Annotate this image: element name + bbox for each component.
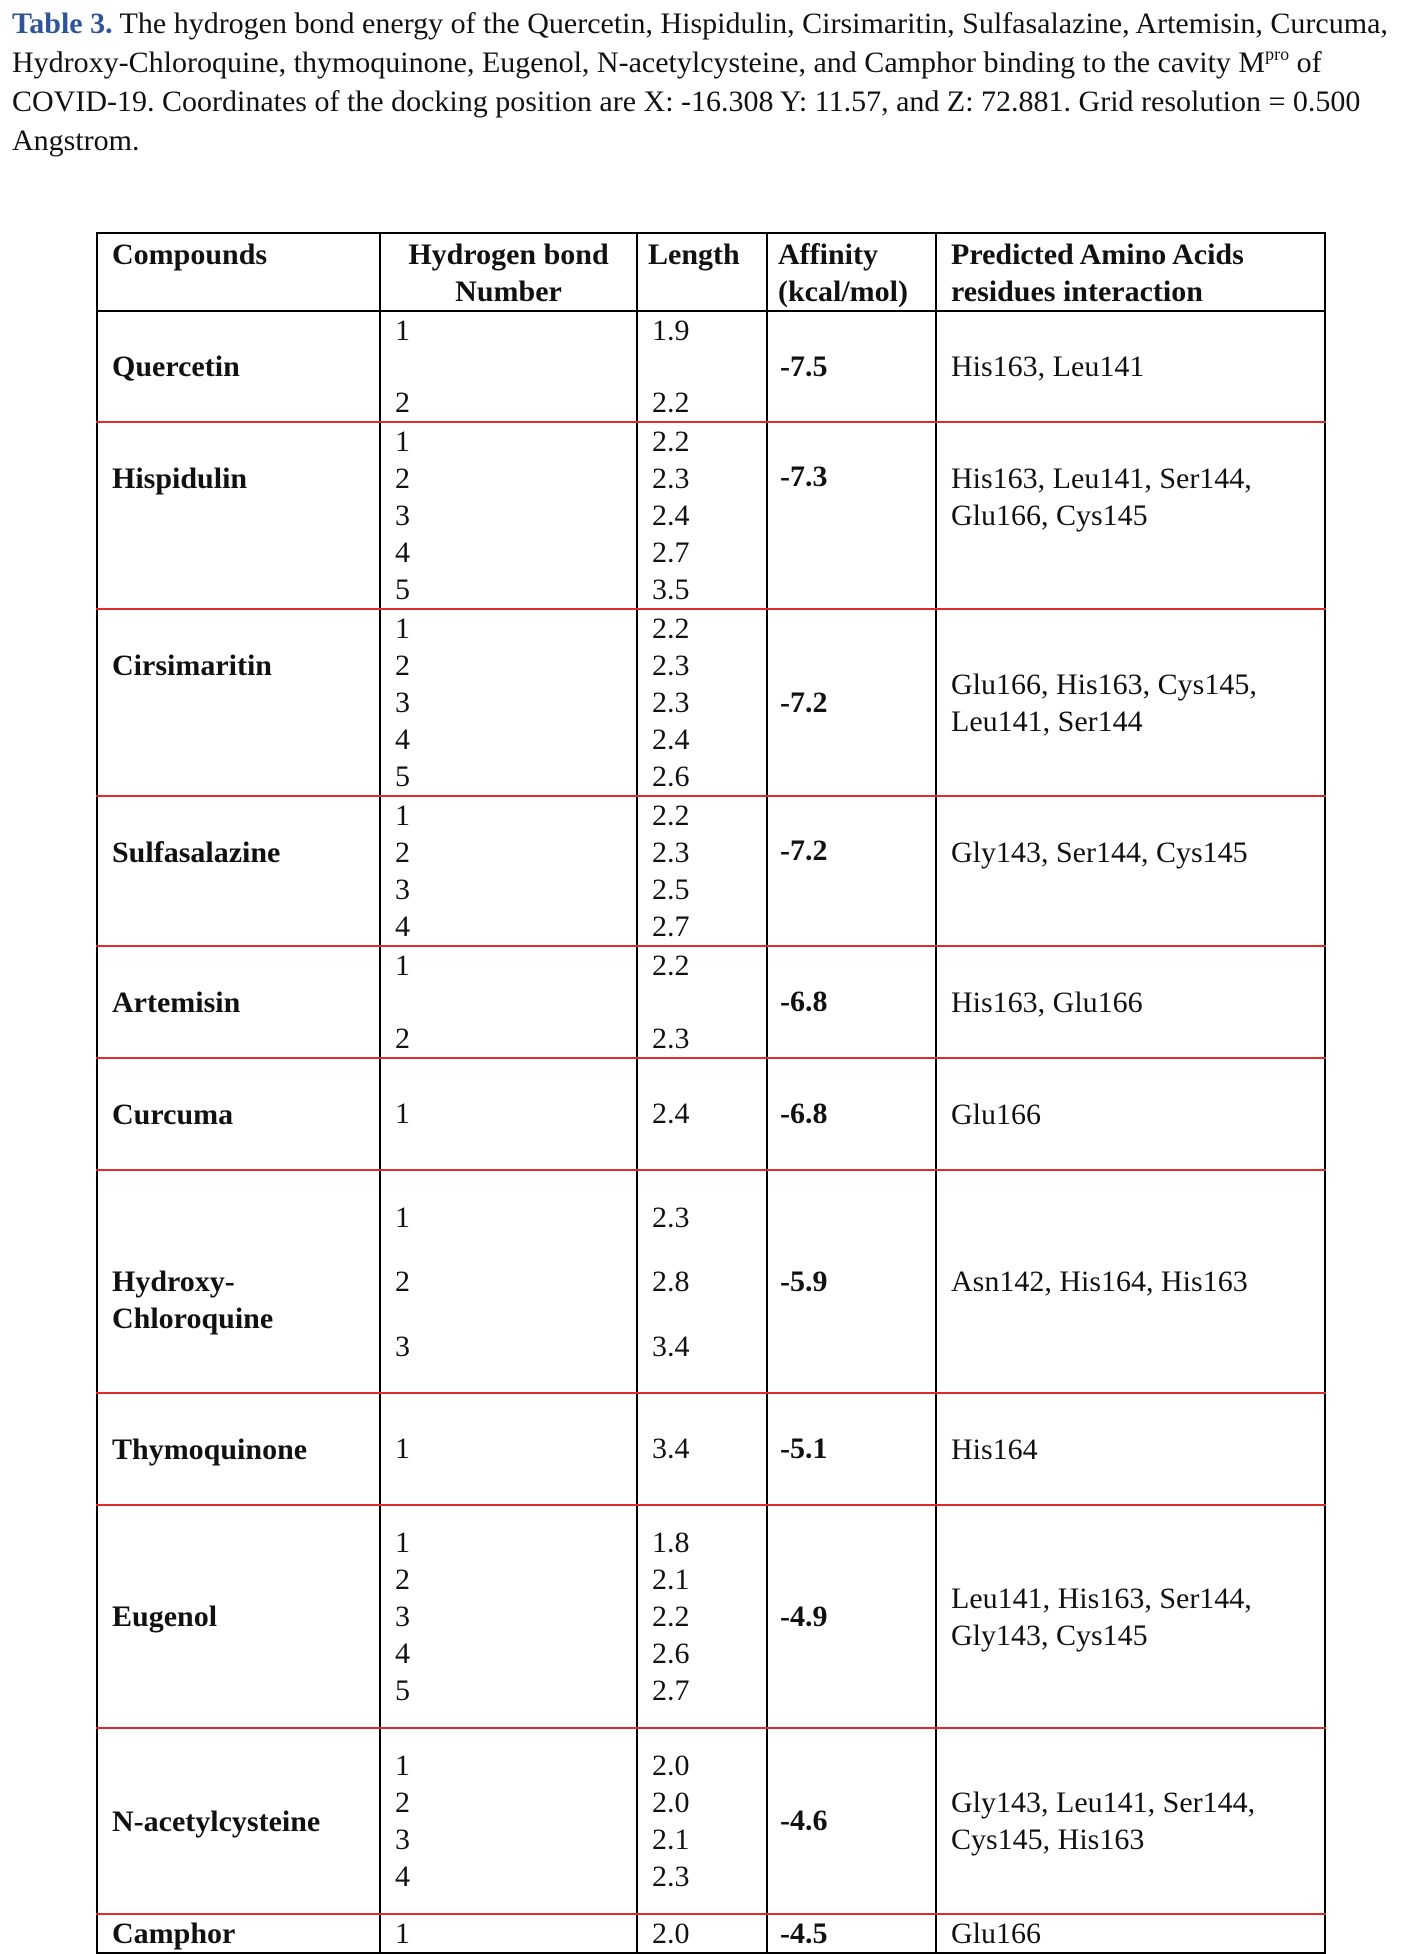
bond-length: 2.7 [652,1674,690,1707]
table-row [97,1170,1325,1393]
bond-length: 2.3 [652,1860,690,1893]
table-row [97,1914,1325,1953]
table-row [97,1505,1325,1728]
hbond-number: 3 [395,1329,410,1363]
bond-length: 2.6 [652,1637,690,1670]
bond-length: 2.2 [652,949,690,982]
compound-cell: Camphor [97,1914,380,1953]
hbond-number-cell [380,609,637,796]
table-row [97,1393,1325,1505]
docking-table [96,232,1326,1954]
hbond-number: 2 [395,1265,410,1298]
table-caption [12,4,1402,160]
affinity-cell: -4.9 [767,1505,936,1728]
hbond-number: 4 [395,910,410,943]
hbond-number: 2 [395,1022,410,1055]
table-row [97,311,1325,422]
residues-cell: Glu166 [936,1058,1325,1170]
bond-length: 1.8 [652,1526,690,1559]
table-label: Table 3. [12,7,113,40]
length-cell: 3.4 [637,1393,767,1505]
bond-length: 2.2 [652,425,690,458]
affinity-cell: -5.9 [767,1170,936,1393]
hbond-number: 4 [395,1637,410,1670]
hbond-number: 3 [395,686,410,719]
hbond-number: 3 [395,873,410,906]
bond-length: 2.0 [652,1786,690,1819]
residues-cell: His163, Glu166 [936,946,1325,1058]
hbond-number: 1 [395,1526,410,1559]
hbond-number: 4 [395,1860,410,1893]
table-row [97,609,1325,796]
header-compounds: Compounds [97,233,380,311]
residues-cell: Glu166 [936,1914,1325,1953]
hbond-number: 4 [395,536,410,569]
bond-length: 2.3 [652,462,690,495]
bond-length: 2.2 [652,1600,690,1633]
hbond-number-cell [380,946,637,1058]
hbond-number-cell: 1 [380,1058,637,1170]
bond-length: 2.2 [652,386,690,419]
bond-length: 2.1 [652,1823,690,1856]
compound-cell [97,796,380,946]
residues-cell: Glu166, His163, Cys145, Leu141, Ser144 [936,609,1325,796]
affinity-cell [767,796,936,946]
residues-cell [936,422,1325,609]
residues-cell: His164 [936,1393,1325,1505]
compound-name-line2: Chloroquine [112,1301,274,1335]
caption-text: The hydrogen bond energy of the Quercetin, Hispidulin, Cirsimaritin, Sulfasalazine, Artemisin, Curcuma, Hydroxy-Chloroquine, thymoquinone, Eugenol, N-acetylcysteine, and Camphor binding to the cavity M [12,7,1388,79]
bond-length: 1.9 [652,314,690,347]
bond-length: 2.4 [652,723,690,756]
affinity-cell: -6.8 [767,1058,936,1170]
compound-cell [97,422,380,609]
hbond-number: 1 [395,425,410,458]
hbond-number: 3 [395,499,410,532]
hbond-number-cell [380,1505,637,1728]
length-cell: 2.4 [637,1058,767,1170]
residues-cell: Leu141, His163, Ser144, Gly143, Cys145 [936,1505,1325,1728]
length-cell [637,946,767,1058]
compound-name: Cirsimaritin [112,649,272,682]
table-row [97,796,1325,946]
hbond-number-cell: 1 [380,1914,637,1953]
header-residues: Predicted Amino Acids residues interaction [936,233,1325,311]
hbond-number: 5 [395,1674,410,1707]
hbond-number: 2 [395,1786,410,1819]
bond-length: 3.5 [652,573,690,606]
bond-length: 2.4 [652,499,690,532]
table-row [97,946,1325,1058]
compound-cell: Thymoquinone [97,1393,380,1505]
hbond-number: 2 [395,649,410,682]
table-row [97,422,1325,609]
compound-name: Hispidulin [112,462,248,495]
bond-length: 2.2 [652,799,690,832]
hbond-number: 5 [395,760,410,793]
hbond-number: 1 [395,1200,410,1234]
hbond-number: 2 [395,386,410,419]
affinity-cell: -5.1 [767,1393,936,1505]
affinity-cell: -7.5 [767,311,936,422]
length-cell [637,1170,767,1393]
residues-cell [936,796,1325,946]
affinity-cell: -7.2 [767,609,936,796]
bond-length: 3.4 [652,1329,690,1363]
bond-length: 2.3 [652,1200,690,1234]
hbond-number: 1 [395,799,410,832]
bond-length: 2.2 [652,612,690,645]
header-affinity: Affinity (kcal/mol) [767,233,936,311]
compound-cell: Curcuma [97,1058,380,1170]
length-cell: 2.0 [637,1914,767,1953]
hbond-number: 2 [395,1563,410,1596]
hbond-number-cell [380,1170,637,1393]
compound-name-line1: Hydroxy- [112,1264,235,1298]
affinity-cell: -4.5 [767,1914,936,1953]
compound-cell: Eugenol [97,1505,380,1728]
bond-length: 2.0 [652,1749,690,1782]
hbond-number-cell: 1 [380,1393,637,1505]
hbond-number: 1 [395,314,410,347]
length-cell [637,796,767,946]
compound-cell [97,609,380,796]
hbond-number-cell [380,1728,637,1914]
caption-text-end: of COVID-19. Coordinates of the docking position are X: -16.308 Y: 11.57, and Z: 72.881. Grid resolution = 0.500 Angstrom. [12,46,1361,157]
compound-cell: Artemisin [97,946,380,1058]
header-hbond-number: Hydrogen bond Number [380,233,637,311]
hbond-number: 1 [395,949,410,982]
length-cell [637,422,767,609]
bond-length: 2.3 [652,1022,690,1055]
hbond-number: 3 [395,1600,410,1633]
bond-length: 2.8 [652,1265,690,1298]
hbond-number: 1 [395,1749,410,1782]
affinity-cell: -4.6 [767,1728,936,1914]
length-cell [637,609,767,796]
bond-length: 2.3 [652,686,690,719]
hbond-number-cell [380,796,637,946]
hbond-number: 2 [395,836,410,869]
length-cell [637,1505,767,1728]
residues-cell: His163, Leu141 [936,311,1325,422]
residues-cell: Asn142, His164, His163 [936,1170,1325,1393]
bond-length: 2.3 [652,836,690,869]
length-cell [637,1728,767,1914]
hbond-number-cell [380,311,637,422]
length-cell [637,311,767,422]
residues-value: Gly143, Ser144, Cys145 [951,836,1248,869]
table-header-row [97,233,1325,311]
affinity-value: -7.2 [780,834,828,867]
bond-length: 2.7 [652,910,690,943]
affinity-cell [767,422,936,609]
bond-length: 2.6 [652,760,690,793]
caption-superscript: pro [1265,44,1290,64]
bond-length: 2.7 [652,536,690,569]
hbond-number: 4 [395,723,410,756]
compound-cell: N-acetylcysteine [97,1728,380,1914]
affinity-cell: -6.8 [767,946,936,1058]
bond-length: 2.3 [652,649,690,682]
compound-name: Sulfasalazine [112,836,281,869]
hbond-number: 3 [395,1823,410,1856]
compound-cell: Quercetin [97,311,380,422]
hbond-number-cell [380,422,637,609]
residues-value: His163, Leu141, Ser144, Glu166, Cys145 [951,462,1252,532]
compound-cell [97,1170,380,1393]
affinity-value: -7.3 [780,460,828,493]
bond-length: 2.5 [652,873,690,906]
residues-cell: Gly143, Leu141, Ser144, Cys145, His163 [936,1728,1325,1914]
header-length: Length [637,233,767,311]
table-row [97,1058,1325,1170]
hbond-number: 2 [395,462,410,495]
bond-length: 2.1 [652,1563,690,1596]
table-row [97,1728,1325,1914]
hbond-number: 5 [395,573,410,606]
hbond-number: 1 [395,612,410,645]
